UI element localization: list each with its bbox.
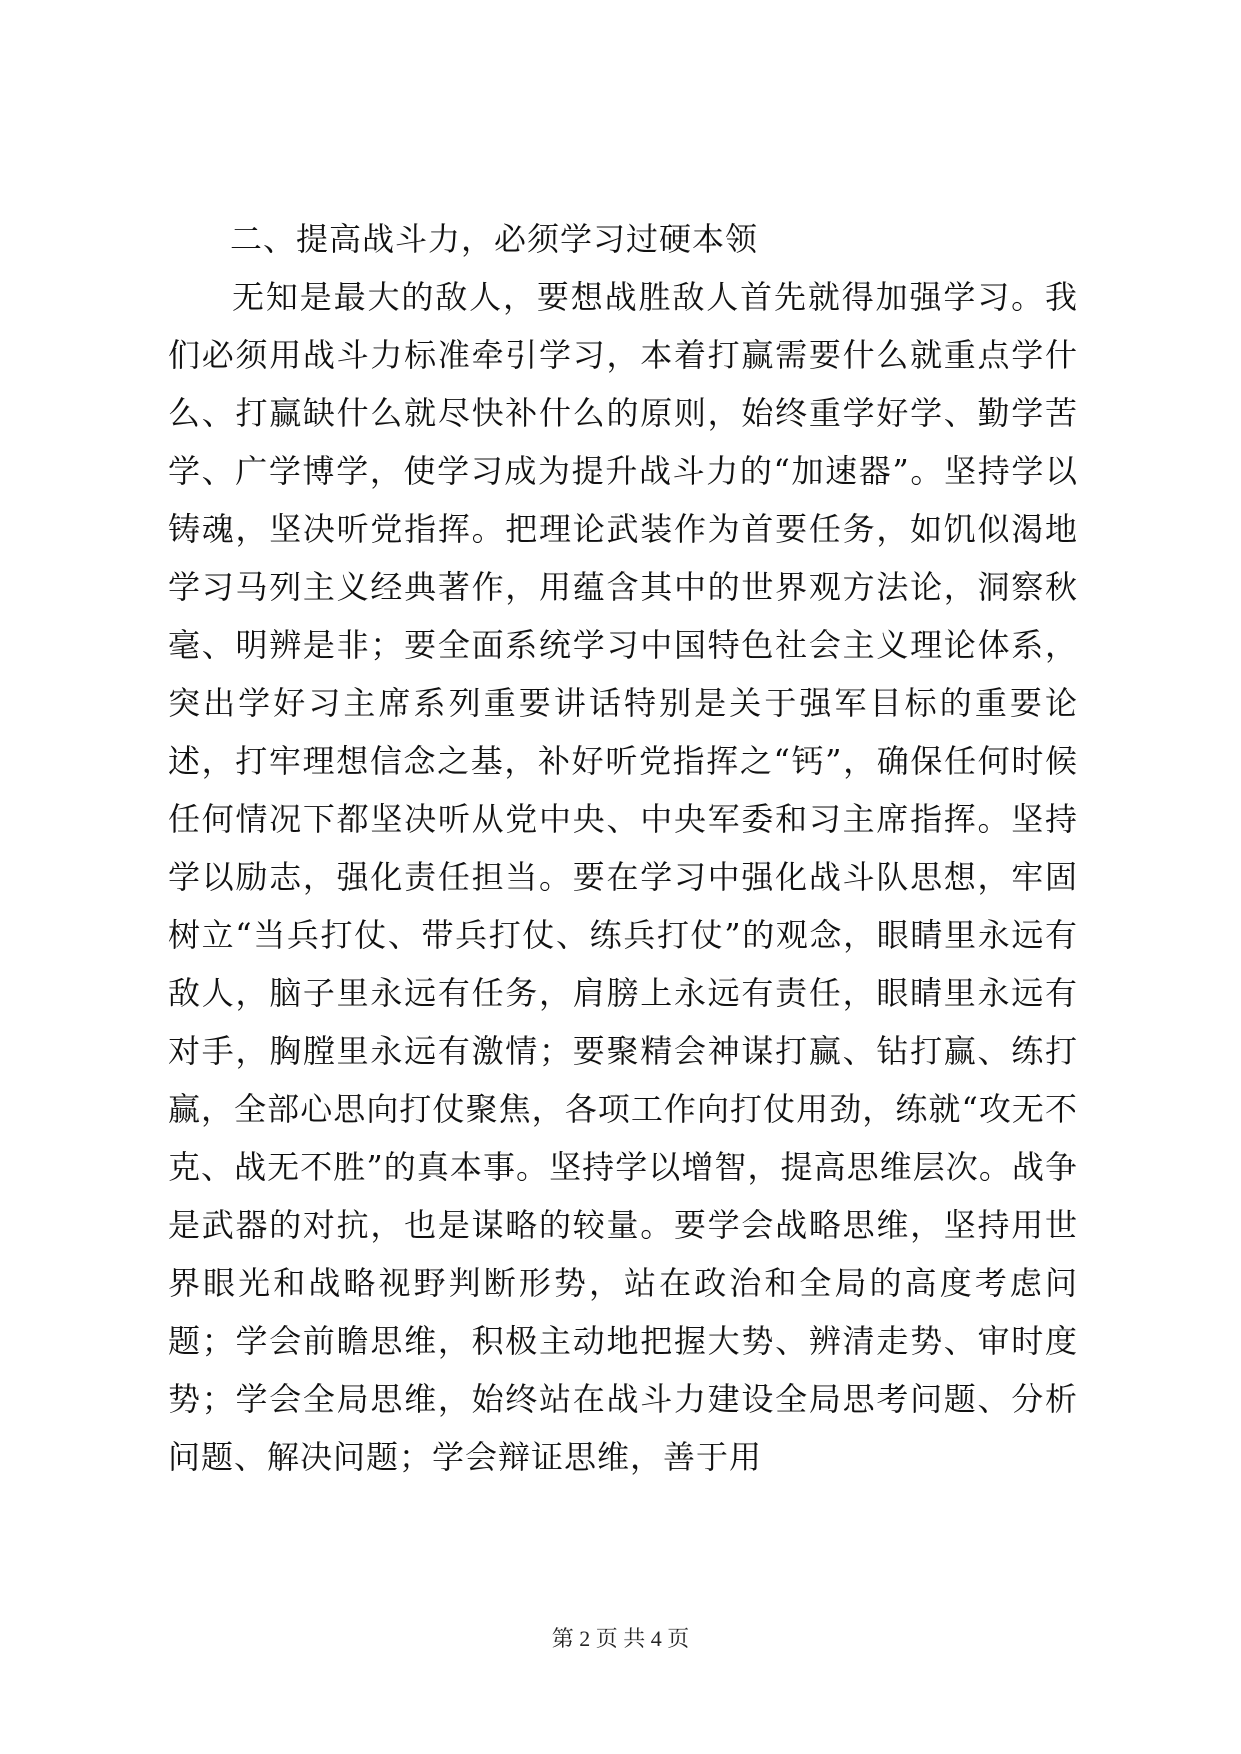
document-body bbox=[168, 210, 1078, 1486]
page-number-footer: 第 2 页 共 4 页 bbox=[551, 1626, 690, 1651]
body-paragraph: 无知是最大的敌人，要想战胜敌人首先就得加强学习。我们必须用战斗力标准牵引学习，本着打赢需要什么就重点学什么、打赢缺什么就尽快补什么的原则，始终重学好学、勤学苦学、广学博学，使学习成为提升战斗力的“加速器”。坚持学以铸魂，坚决听党指挥。把理论武装作为首要任务，如饥似渴地学习马列主义经典著作，用蕴含其中的世界观方法论，洞察秋毫、明辨是非；要全面系统学习中国特色社会主义理论体系，突出学好习主席系列重要讲话特别是关于强军目标的重要论述，打牢理想信念之基，补好听党指挥之“钙”，确保任何时候任何情况下都坚决听从党中央、中央军委和习主席指挥。坚持学以励志，强化责任担当。要在学习中强化战斗队思想，牢固树立“当兵打仗、带兵打仗、练兵打仗”的观念，眼睛里永远有敌人，脑子里永远有任务，肩膀上永远有责任，眼睛里永远有对手，胸膛里永远有激情；要聚精会神谋打赢、钻打赢、练打赢，全部心思向打仗聚焦，各项工作向打仗用劲，练就“攻无不克、战无不胜”的真本事。坚持学以增智，提高思维层次。战争是武器的对抗，也是谋略的较量。要学会战略思维，坚持用世界眼光和战略视野判断形势，站在政治和全局的高度考虑问题；学会前瞻思维，积极主动地把握大势、辨清走势、审时度势；学会全局思维，始终站在战斗力建设全局思考问题、分析问题、解决问题；学会辩证思维，善于用 bbox=[168, 278, 1078, 1476]
section-heading: 二、提高战斗力，必须学习过硬本领 bbox=[230, 220, 759, 258]
